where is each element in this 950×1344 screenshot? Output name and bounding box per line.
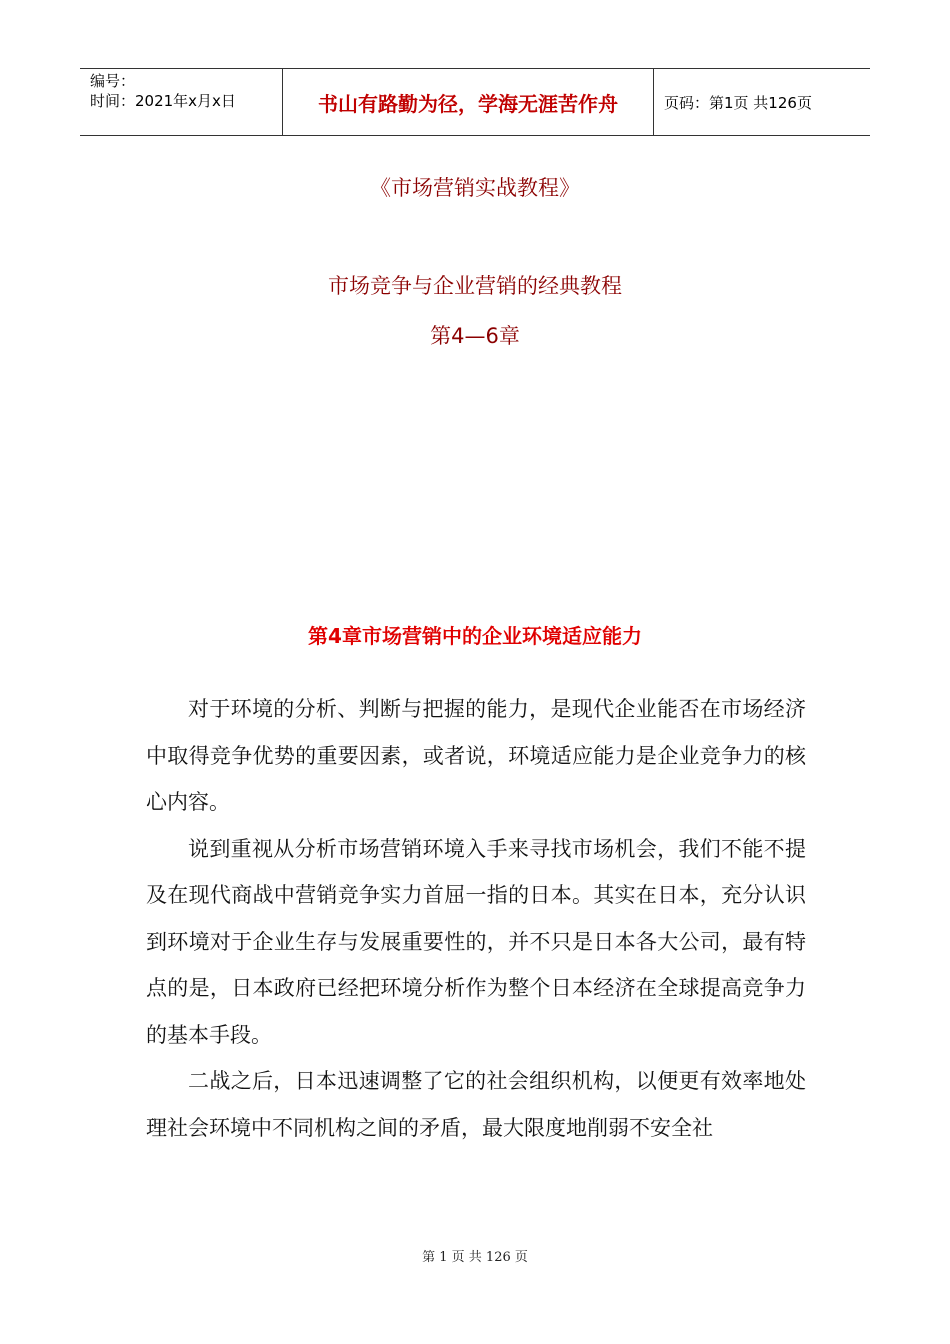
page-header [80, 68, 870, 136]
header-motto: 书山有路勤为径，学海无涯苦作舟 [318, 91, 618, 116]
chapter-heading: 第4章市场营销中的企业环境适应能力 [308, 624, 642, 648]
body-paragraph: 二战之后，日本迅速调整了它的社会组织机构，以便更有效率地处理社会环境中不同机构之间的矛盾，最大限度地削弱不安全社 [146, 1069, 806, 1140]
document-title: 《市场营销实战教程》 [370, 176, 580, 200]
header-page-cell [654, 69, 870, 135]
document-chapter-range: 第4—6章 [430, 324, 520, 348]
body-paragraph: 说到重视从分析市场营销环境入手来寻找市场机会，我们不能不提及在现代商战中营销竞争实力首屈一指的日本。其实在日本，充分认识到环境对于企业生存与发展重要性的，并不只是日本各大公司，最有特点的是，日本政府已经把环境分析作为整个日本经济在全球提高竞争力的基本手段。 [146, 836, 806, 1047]
header-page-info: 页码：第1页 共126页 [664, 93, 812, 112]
document-subtitle: 市场竞争与企业营销的经典教程 [328, 274, 622, 298]
chapter-body [146, 686, 806, 1151]
page-footer: 第 1 页 共 126 页 [422, 1250, 528, 1265]
header-motto-cell [282, 69, 654, 135]
document-number-label: 编号： [90, 72, 136, 90]
document-date-label: 时间：2021年x月x日 [90, 92, 236, 110]
header-meta [80, 69, 282, 135]
body-paragraph: 对于环境的分析、判断与把握的能力，是现代企业能否在市场经济中取得竞争优势的重要因素，或者说，环境适应能力是企业竞争力的核心内容。 [146, 697, 806, 814]
